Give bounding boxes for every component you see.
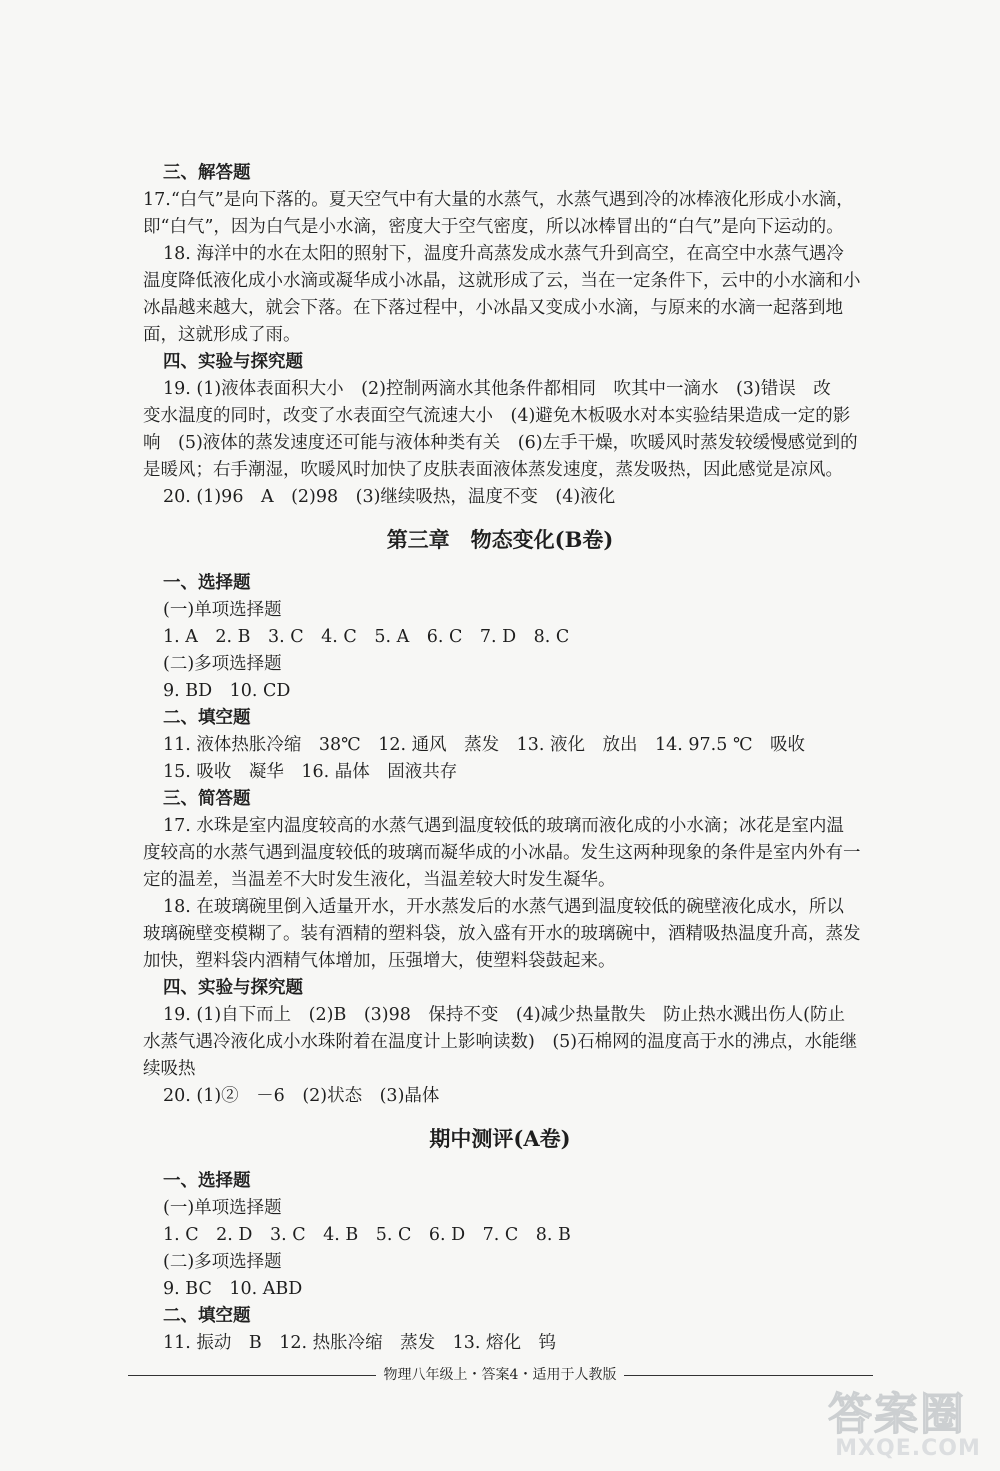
answer-line: 加快，塑料袋内酒精气体增加，压强增大，使塑料袋鼓起来。 [143,951,616,971]
answer-line: 冰晶越来越大，就会下落。在下落过程中，小冰晶又变成小水滴，与原来的水滴一起落到地 [143,298,843,318]
watermark-main-text: 答案圈 [828,1389,966,1440]
footer-label: 物理八年级上・答案4・适用于人教版 [376,1367,625,1383]
answer-line: 20. (1)96 A (2)98 (3)继续吸热，温度不变 (4)液化 [163,487,616,507]
answer-line: 18. 在玻璃碗里倒入适量开水，开水蒸发后的水蒸气遇到温度较低的碗壁液化成水，所以 [163,897,844,917]
answer-line: 是暖风；右手潮湿，吹暖风时加快了皮肤表面液体蒸发速度，蒸发吸热，因此感觉是凉风。 [143,460,843,480]
section-heading: 四、实验与探究题 [163,978,303,998]
answer-line: 变水温度的同时，改变了水表面空气流速大小 (4)避免木板吸水对本实验结果造成一定的影 [143,406,851,426]
answer-line: 面，这就形成了雨。 [143,325,301,345]
answer-line: 度较高的水蒸气遇到温度较低的玻璃而凝华成的小冰晶。发生这两种现象的条件是室内外有一 [143,843,861,863]
answer-line: 水蒸气遇冷液化成小水珠附着在温度计上影响读数) (5)石棉网的温度高于水的沸点，水能继 [143,1032,858,1052]
answer-line: 响 (5)液体的蒸发速度还可能与液体种类有关 (6)左手干燥，吹暖风时蒸发较缓慢感觉到的 [143,433,858,453]
midterm-title: 期中测评(A卷) [429,1126,571,1151]
section-heading: 三、解答题 [163,163,251,183]
answer-line: 玻璃碗壁变模糊了。装有酒精的塑料袋，放入盛有开水的玻璃碗中，酒精吸热温度升高，蒸发 [143,924,861,944]
answer-line: 即“白气”，因为白气是小水滴，密度大于空气密度，所以冰棒冒出的“白气”是向下运动的。 [143,217,844,237]
answer-line: 1. C 2. D 3. C 4. B 5. C 6. D 7. C 8. B [163,1225,571,1245]
subsection-heading: (一)单项选择题 [163,1198,282,1218]
subsection-heading: (二)多项选择题 [163,1252,282,1272]
section-heading: 三、简答题 [163,789,251,809]
answer-line: 11. 振动 B 12. 热胀冷缩 蒸发 13. 熔化 钨 [163,1333,557,1353]
answer-line: 9. BC 10. ABD [163,1279,303,1299]
answer-line: 11. 液体热胀冷缩 38℃ 12. 通风 蒸发 13. 液化 放出 14. 97.5 ℃ 吸收 [163,735,806,755]
answer-line: 9. BD 10. CD [163,681,291,701]
answer-line: 17. 水珠是室内温度较高的水蒸气遇到温度较低的玻璃而液化成的小水滴；冰花是室内温 [163,816,844,836]
section-heading: 一、选择题 [163,573,251,593]
answer-line: 续吸热 [143,1059,196,1079]
answer-line: 19. (1)自下而上 (2)B (3)98 保持不变 (4)减少热量散失 防止热水溅出伤人(防止 [163,1005,846,1025]
watermark-sub-text: MXQE.COM [835,1436,981,1461]
answer-line: 20. (1)② －6 (2)状态 (3)晶体 [163,1086,440,1106]
section-heading: 二、填空题 [163,708,251,728]
section-heading: 四、实验与探究题 [163,352,303,372]
section-heading: 二、填空题 [163,1306,251,1326]
answer-line: 1. A 2. B 3. C 4. C 5. A 6. C 7. D 8. C [163,627,570,647]
answer-line: 定的温差，当温差不大时发生液化，当温差较大时发生凝华。 [143,870,616,890]
answer-line: 温度降低液化成小水滴或凝华成小冰晶，这就形成了云，当在一定条件下，云中的小水滴和小 [143,271,861,291]
subsection-heading: (一)单项选择题 [163,600,282,620]
answer-line: 17.“白气”是向下落的。夏天空气中有大量的水蒸气，水蒸气遇到冷的冰棒液化形成小水滴， [143,190,854,210]
answer-line: 15. 吸收 凝华 16. 晶体 固液共存 [163,762,458,782]
subsection-heading: (二)多项选择题 [163,654,282,674]
section-heading: 一、选择题 [163,1171,251,1191]
answer-line: 19. (1)液体表面积大小 (2)控制两滴水其他条件都相同 吹其中一滴水 (3)错误 改 [163,379,831,399]
watermark-logo [822,1376,994,1468]
answer-line: 18. 海洋中的水在太阳的照射下，温度升高蒸发成水蒸气升到高空，在高空中水蒸气遇冷 [163,244,844,264]
chapter-title: 第三章 物态变化(B卷) [386,527,614,552]
